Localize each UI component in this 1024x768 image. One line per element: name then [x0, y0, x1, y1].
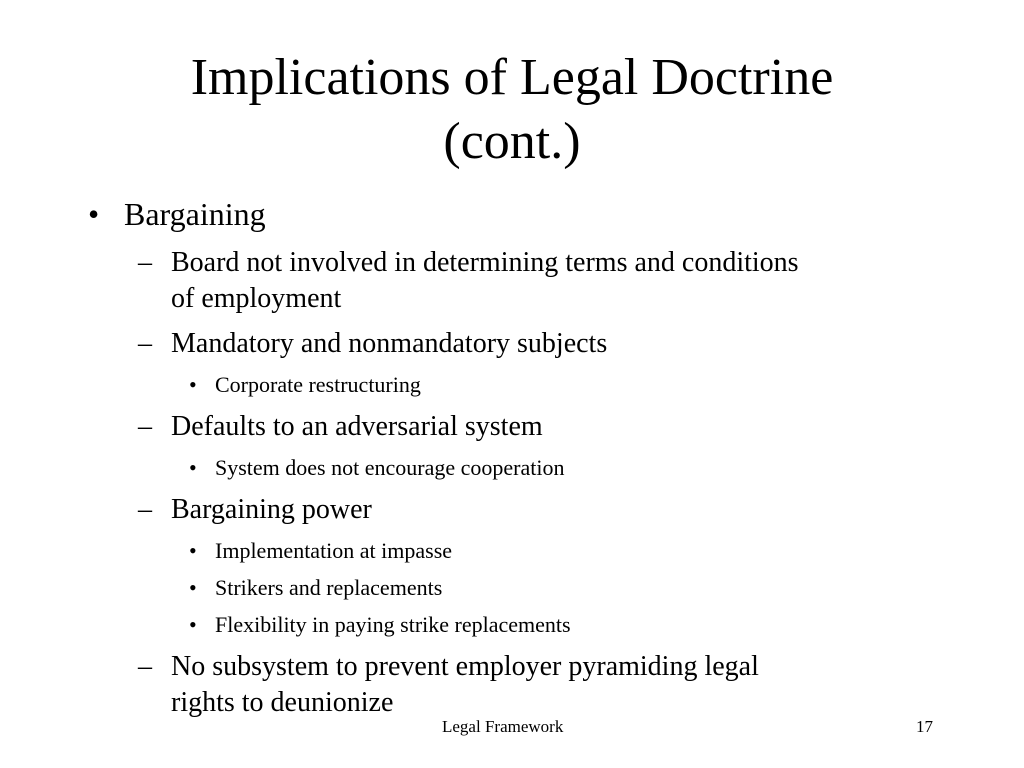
bullet-bargaining: Bargaining — [124, 196, 266, 232]
title-line-2: (cont.) — [443, 113, 581, 170]
sub-item-board-line2: of employment — [171, 283, 342, 314]
third-item-strikers: Strikers and replacements — [215, 575, 443, 600]
sub-item-pyramiding-line2: rights to deunionize — [171, 687, 394, 718]
sub-item-board-line1: Board not involved in determining terms and conditions — [171, 247, 799, 278]
bullet-marker: • — [189, 575, 197, 600]
page-number: 17 — [916, 717, 933, 736]
title-line-1: Implications of Legal Doctrine — [190, 49, 834, 106]
bullet-marker: • — [88, 196, 100, 232]
dash-marker: – — [138, 651, 152, 682]
slide-title — [0, 46, 1024, 174]
dash-marker: – — [138, 411, 152, 442]
dash-marker: – — [138, 247, 152, 278]
bullet-marker: • — [189, 538, 197, 563]
third-item-cooperation: System does not encourage cooperation — [215, 455, 565, 480]
bullet-marker: • — [189, 372, 197, 397]
dash-marker: – — [138, 328, 152, 359]
third-item-corporate: Corporate restructuring — [215, 372, 421, 397]
third-item-flexibility: Flexibility in paying strike replacements — [215, 612, 571, 637]
sub-item-adversarial: Defaults to an adversarial system — [171, 411, 543, 442]
dash-marker: – — [138, 494, 152, 525]
sub-item-mandatory: Mandatory and nonmandatory subjects — [171, 328, 608, 359]
footer-text: Legal Framework — [442, 717, 564, 736]
third-item-impasse: Implementation at impasse — [215, 538, 453, 563]
sub-item-bargaining-power: Bargaining power — [171, 494, 372, 525]
sub-item-pyramiding-line1: No subsystem to prevent employer pyramiding legal — [171, 651, 759, 682]
bullet-marker: • — [189, 612, 197, 637]
bullet-marker: • — [189, 455, 197, 480]
